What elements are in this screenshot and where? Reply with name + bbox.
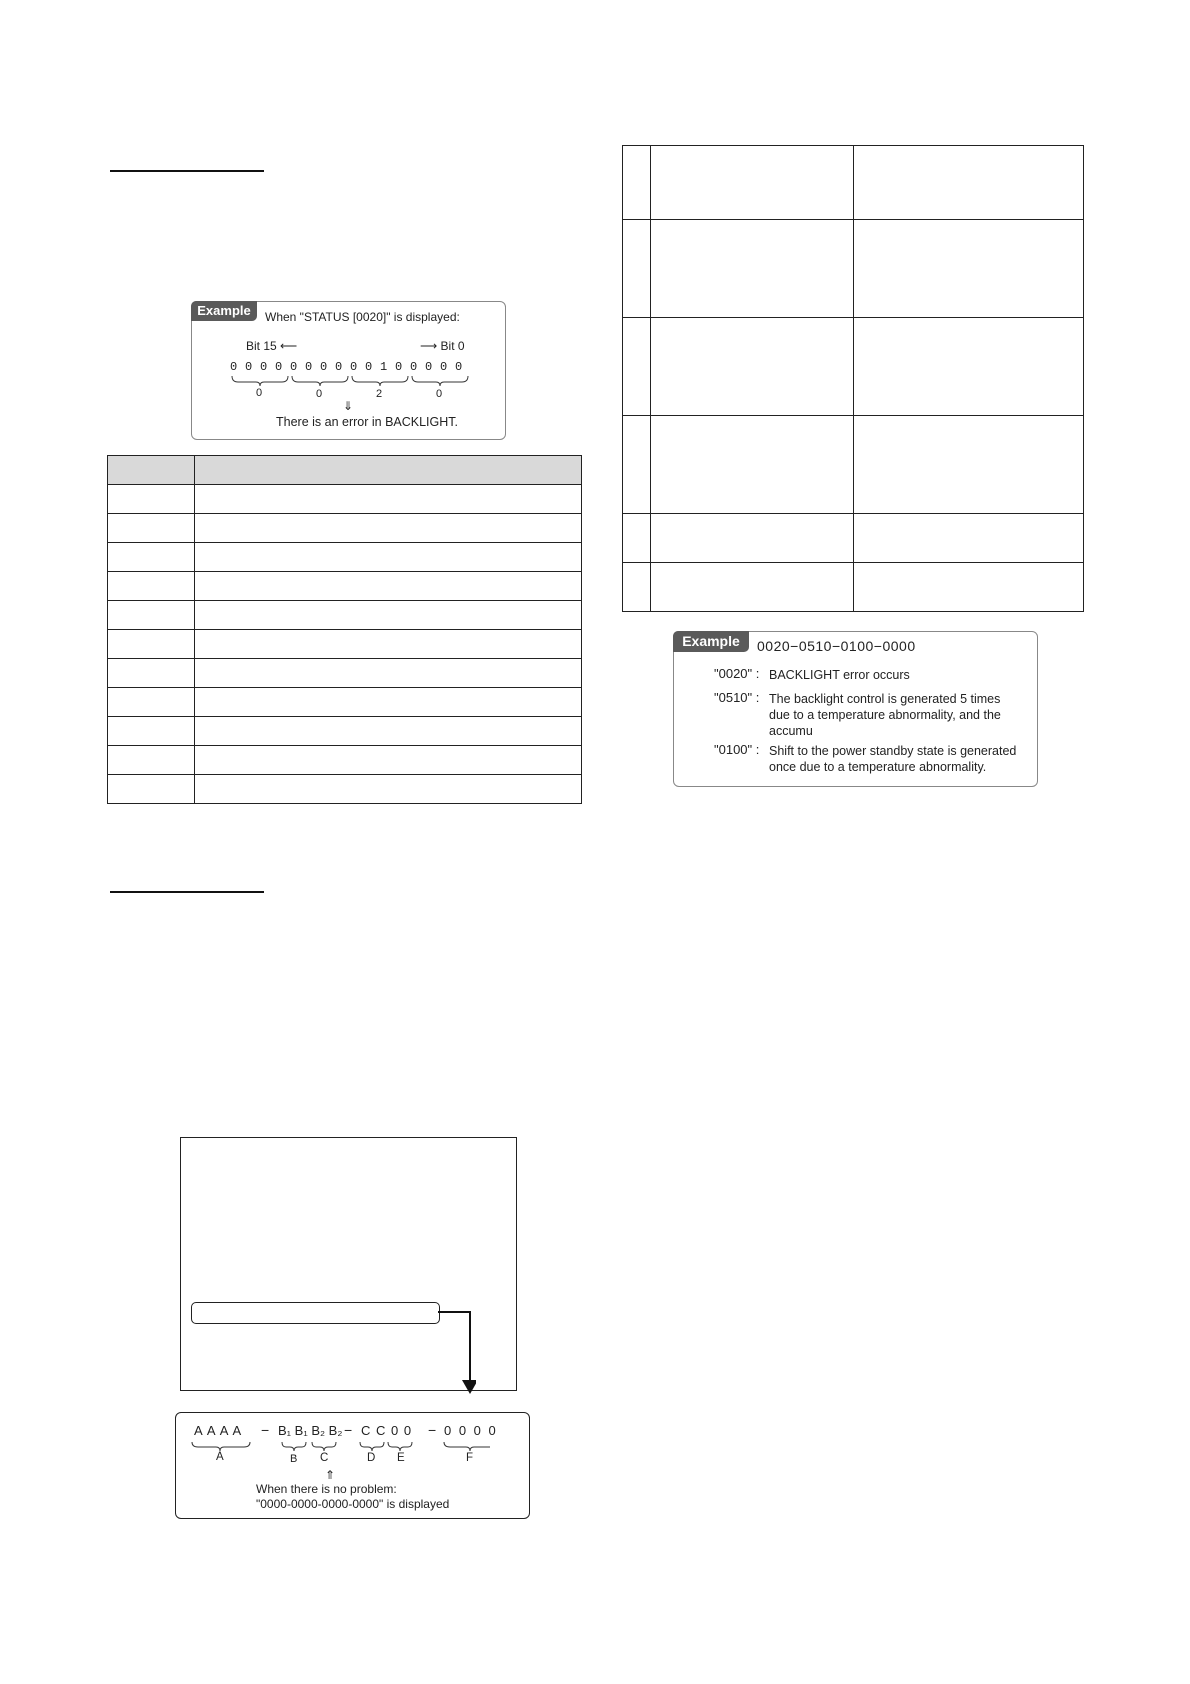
table-row [108,659,582,688]
letter-f: F [466,1452,474,1464]
example-tag: Example [191,301,257,321]
down-arrow-icon: ⇓ [343,399,354,413]
table-row [623,563,1084,612]
example-code: 0020−0510−0100−0000 [757,638,916,654]
section-heading-underline-1 [110,170,264,172]
example-desc-0510-l1: The backlight control is generated 5 times [769,692,1001,706]
example-key-0100: "0100" : [714,742,760,757]
highlighted-field [191,1302,440,1324]
example-desc-0510-l2: due to a temperature abnormality, and the [769,708,1001,722]
bit-digit: 0 [350,360,358,374]
table-row [108,630,582,659]
table-row [108,601,582,630]
bit-digit: 0 [275,360,283,374]
example-key-0510: "0510" : [714,690,760,705]
example-key-0020: "0020" : [714,666,760,681]
bit-digit: 0 [440,360,448,374]
example-desc-0020: BACKLIGHT error occurs [769,668,910,682]
table-row [623,318,1084,416]
table-row [108,572,582,601]
bit-digit: 0 [365,360,373,374]
section-heading-underline-2 [110,891,264,893]
table-row [623,514,1084,563]
example-tag: Example [673,631,749,652]
table-row [108,514,582,543]
group-b-c: B₁ B₁ B₂ B₂ [278,1423,343,1438]
table-row [108,746,582,775]
group-a: A A A A [194,1423,243,1438]
letter-b: B [290,1453,298,1465]
dash-1: − [261,1422,270,1438]
table-row [108,485,582,514]
bit-digit: 0 [395,360,403,374]
example-caption: When "STATUS [0020]" is displayed: [265,310,460,324]
example-desc-0100-l2: once due to a temperature abnormality. [769,760,987,774]
table-row [108,688,582,717]
group-braces [190,1440,490,1454]
no-problem-note-line1: When there is no problem: [256,1482,397,1496]
pointer-arrow [436,1308,476,1398]
bit0-label: ⟶ Bit 0 [420,339,465,353]
nibble-braces [230,374,470,388]
letter-d: D [367,1452,376,1464]
bit-digit: 0 [290,360,298,374]
dash-2: − [344,1422,353,1438]
status-bit-table [107,455,582,804]
table-header-row [108,456,582,485]
code-format-box [175,1412,530,1519]
bit-digit: 0 [320,360,328,374]
status-example-card [191,301,506,440]
table-row [108,717,582,746]
bit-digit: 0 [425,360,433,374]
hex-digit-4: 0 [436,388,443,400]
letter-c: C [320,1452,329,1464]
bit-digit: 0 [335,360,343,374]
no-problem-note-line2: "0000-0000-0000-0000" is displayed [256,1497,450,1511]
example-desc-0510-l3: accumu [769,724,813,738]
bit-digit: 0 [230,360,238,374]
hex-digit-1: 0 [256,387,263,399]
table-row [623,220,1084,318]
hex-digit-2: 0 [316,388,323,400]
letter-a: A [216,1451,224,1463]
example-desc-0100-l1: Shift to the power standby state is generated [769,744,1017,758]
hex-digit-3: 2 [376,388,383,400]
up-arrow-icon: ⇑ [325,1468,336,1482]
bit15-label: Bit 15 ⟵ [246,339,298,353]
bit-digit: 0 [260,360,268,374]
dash-3: − [428,1422,437,1438]
error-code-example-card [673,631,1038,787]
code-description-table [622,145,1084,612]
bit-digit: 0 [410,360,418,374]
example-result: There is an error in BACKLIGHT. [276,415,459,429]
group-f: 0 0 0 0 [444,1423,498,1438]
table-row [623,416,1084,514]
group-d-e: C C 0 0 [361,1423,413,1438]
bit-digit: 0 [305,360,313,374]
table-row [108,543,582,572]
bit-digit: 0 [245,360,253,374]
bit-digit: 1 [380,360,388,374]
bit-row [230,360,470,374]
table-row [623,146,1084,220]
bit-digit: 0 [455,360,463,374]
letter-e: E [397,1452,405,1464]
table-row [108,775,582,804]
